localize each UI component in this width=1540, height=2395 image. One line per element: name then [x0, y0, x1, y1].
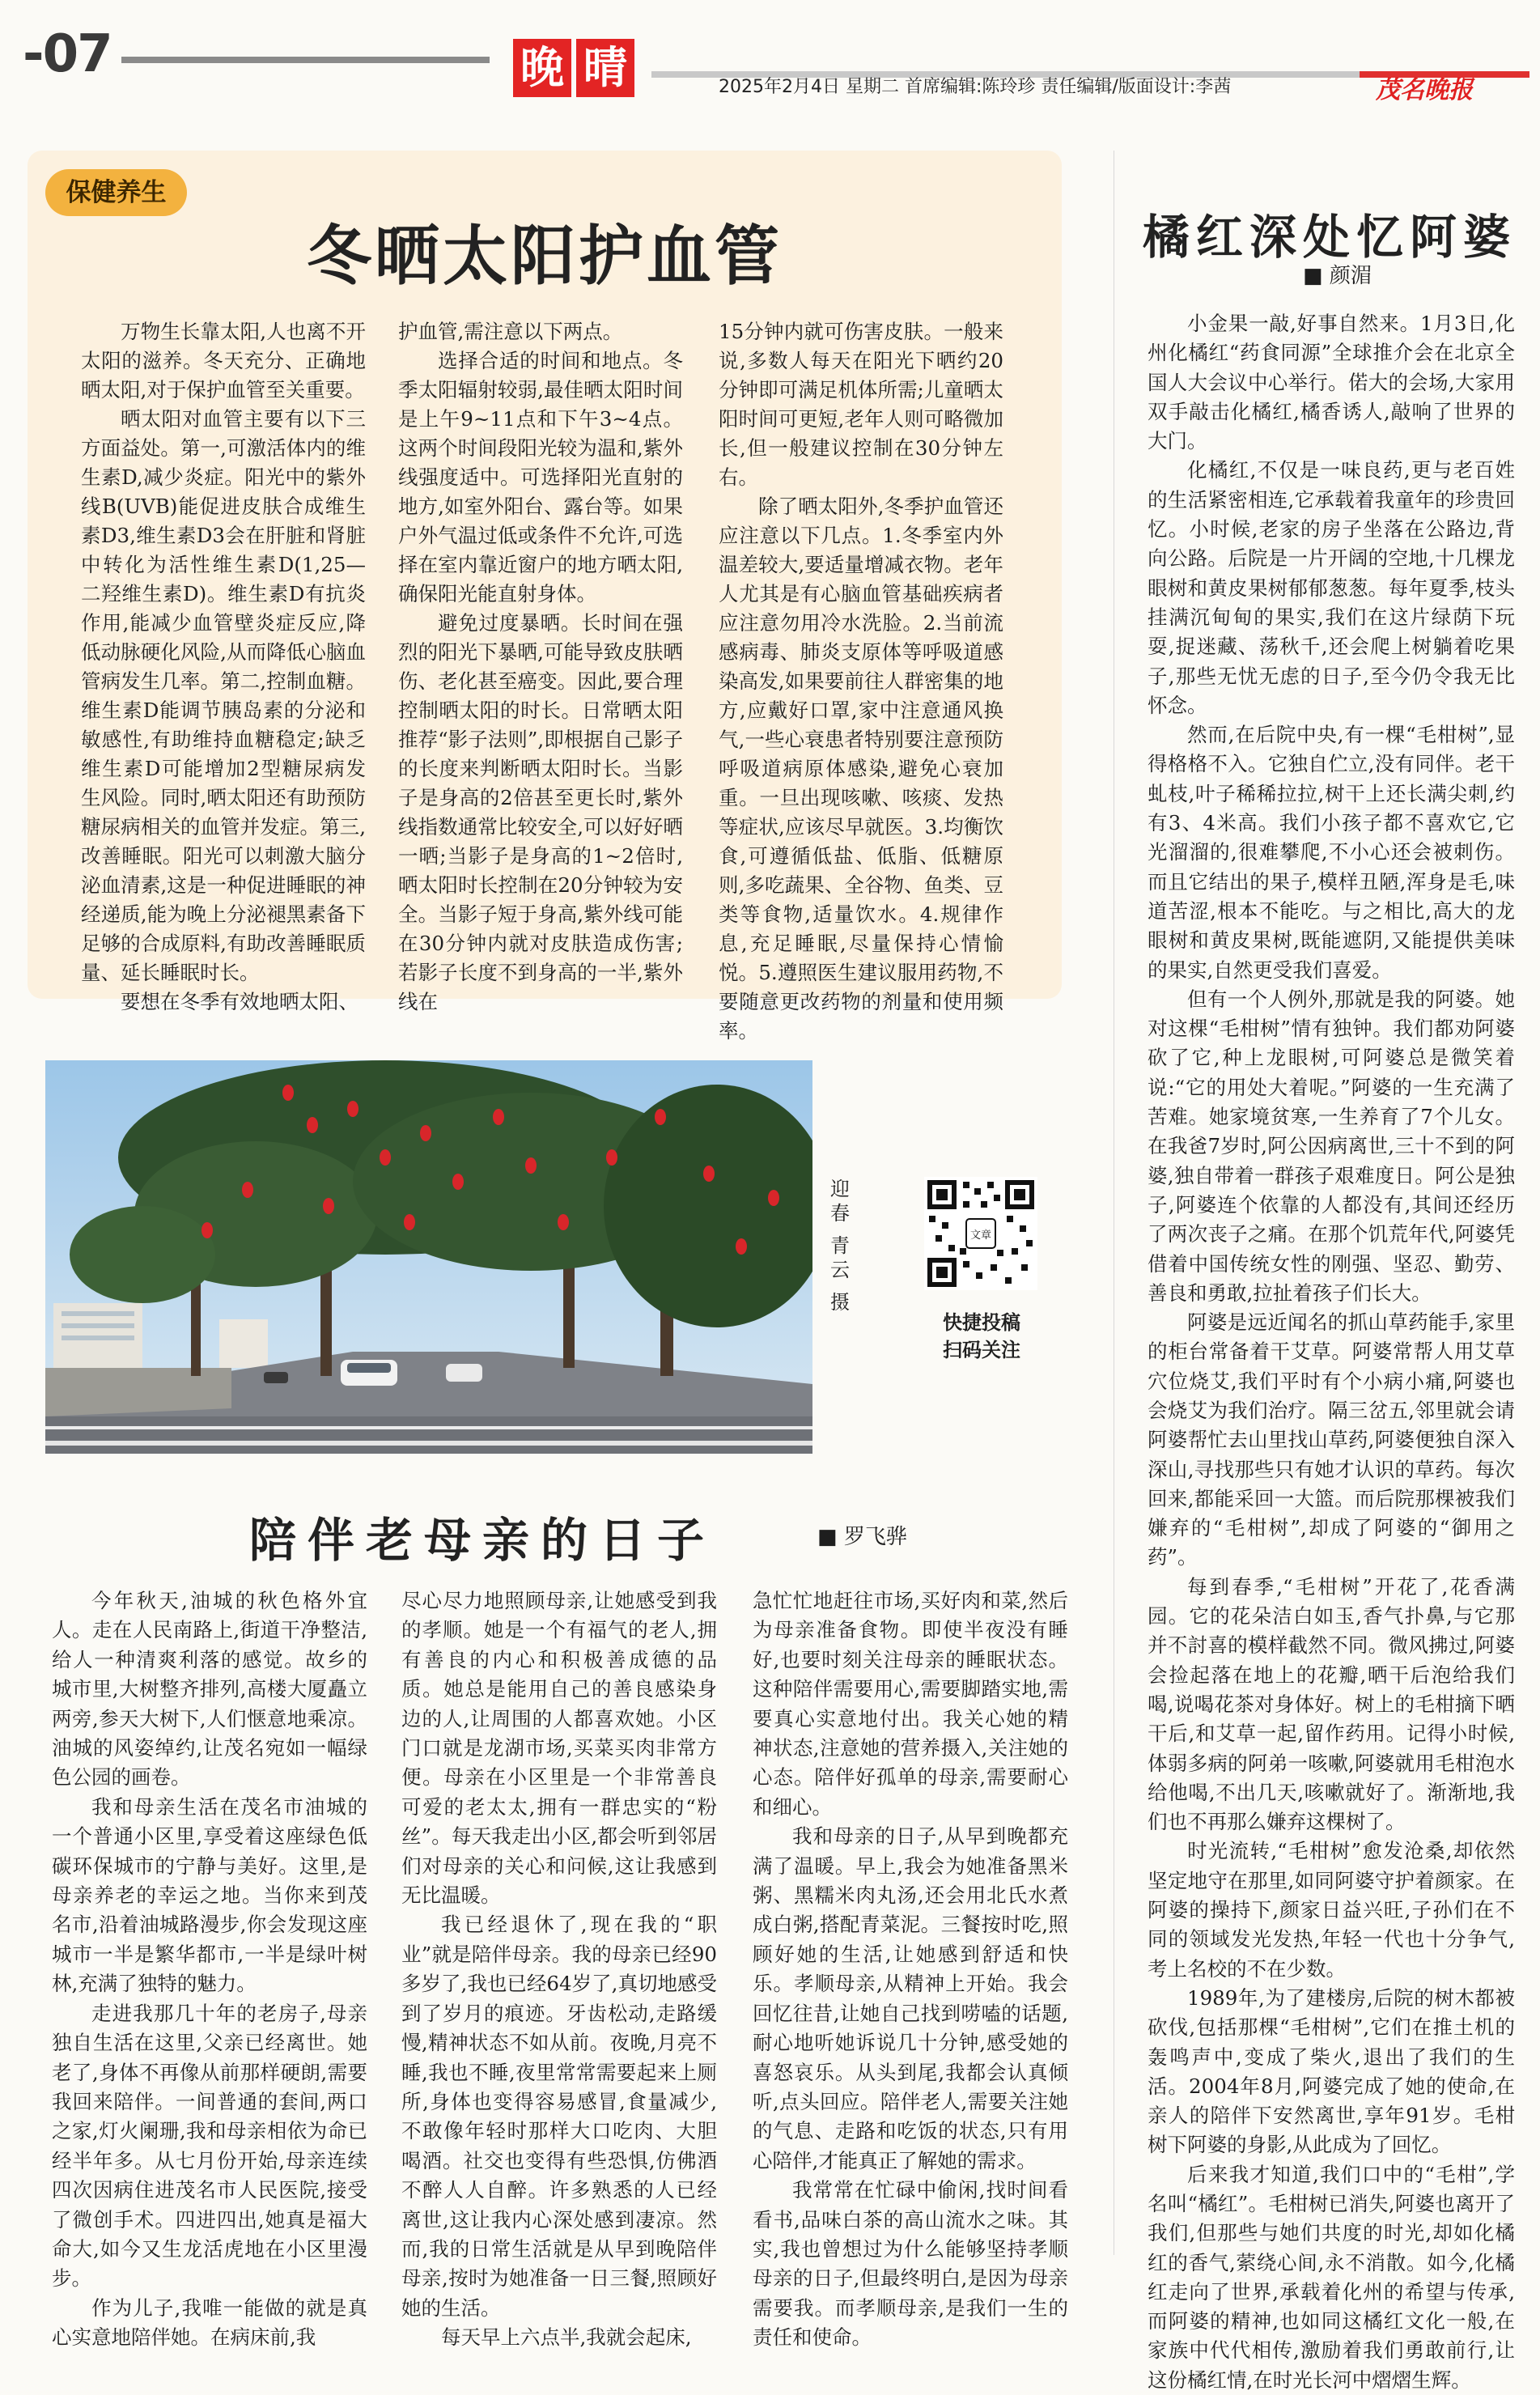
paragraph: 小金果一敲,好事自然来。1月3日,化州化橘红“药食同源”全球推介会在北京全国人大会议中心举行。偌大的会场,大家用双手敲击化橘红,橘香诱人,敲响了世界的大门。 [1148, 312, 1515, 453]
column-tag: 保健养生 [45, 169, 187, 216]
health-column-1 [81, 317, 366, 1017]
paragraph: 时光流转,“毛柑树”愈发沧桑,却依然坚定地守在那里,如同阿婆守护着颜家。在阿婆的操持下,颜家日益兴旺,子孙们在不同的领域发光发热,年轻一代也十分争气,考上名校的不在少数。 [1148, 1839, 1515, 1981]
issue-info: 2025年2月4日 星期二 首席编辑:陈玲珍 责任编辑/版面设计:李茜 [719, 77, 1232, 97]
caption-char: 云 [830, 1259, 850, 1281]
health-column-3 [719, 317, 1003, 1046]
section-name-char-2: 晴 [576, 39, 634, 97]
paragraph: 急忙忙地赶往市场,买好肉和菜,然后为母亲准备食物。即使半夜没有睡好,也要时刻关注母亲的睡眠状态。这种陪伴需要用心,需要脚踏实地,需要真心实意地付出。我关心她的精神状态,注意她的营养摄入,关注她的心态。陪伴好孤单的母亲,需要耐心和细心。 [753, 1589, 1068, 1819]
paragraph: 每到春季,“毛柑树”开花了,花香满园。它的花朵洁白如玉,香气扑鼻,与它那并不討喜的模样截然不同。微风拂过,阿婆会捡起落在地上的花瓣,晒干后泡给我们喝,说喝花茶对身体好。树上的毛柑摘下晒干后,和艾草一起,留作药用。记得小时候,体弱多病的阿弟一咳嗽,阿婆就用毛柑泡水给他喝,不出几天,咳嗽就好了。渐渐地,我们也不再那么嫌弃这棵树了。 [1148, 1574, 1515, 1834]
caption-char: 青 [830, 1234, 850, 1257]
paragraph: 今年秋天,油城的秋色格外宜人。走在人民南路上,街道干净整洁,给人一种清爽利落的感觉。故乡的城市里,大树整齐排列,高楼大厦矗立两旁,参天大树下,人们惬意地乘凉。油城的风姿绰约,让茂名宛如一幅绿色公园的画卷。 [52, 1589, 367, 1790]
paragraph: 护血管,需注意以下两点。 [398, 320, 623, 343]
paragraph: 1989年,为了建楼房,后院的树木都被砍伐,包括那棵“毛柑树”,它们在推土机的轰鸣声中,变成了柴火,退出了我们的生活。2004年8月,阿婆完成了她的使命,在亲人的陪伴下安然离世,享年91岁。毛柑树下阿婆的身影,从此成为了回忆。 [1148, 1985, 1515, 2157]
bottom-story-title: 陪伴老母亲的日子 [249, 1513, 716, 1568]
paragraph: 要想在冬季有效地晒太阳、 [121, 990, 358, 1013]
bottom-column-1 [52, 1586, 367, 2353]
qr-label-follow: 扫码关注 [943, 1339, 1020, 1361]
caption-spacer [827, 1225, 853, 1234]
header-rule-left [121, 57, 490, 63]
health-column-2 [398, 317, 683, 1017]
caption-char: 迎 [830, 1178, 850, 1200]
street-photo [45, 1060, 812, 1454]
paragraph: 化橘红,不仅是一味良药,更与老百姓的生活紧密相连,它承载着我童年的珍贵回忆。小时候,老家的房子坐落在公路边,背向公路。后院是一片开阔的空地,十几棵龙眼树和黄皮果树郁郁葱葱。每年夏季,枝头挂满沉甸甸的果实,我们在这片绿荫下玩耍,捉迷藏、荡秋千,还会爬上树躺着吃果子,那些无忧无虑的日子,至今仍令我无比怀念。 [1148, 458, 1515, 717]
page-number: -07 [23, 24, 112, 84]
paragraph: 我已经退休了,现在我的“职业”就是陪伴母亲。我的母亲已经90多岁了,我也已经64岁了,真切地感受到了岁月的痕迹。牙齿松动,走路缓慢,精神状态不如从前。夜晚,月亮不睡,我也不睡,夜里常常需要起来上厕所,身体也变得容易感冒,食量减少,不敢像年轻时那样大口吃肉、大胆喝酒。社交也变得有些恐惧,仿佛酒不醉人人自醉。许多熟悉的人已经离世,这让我内心深处感到凄凉。然而,我的日常生活就是从早到晚陪伴母亲,按时为她准备一日三餐,照顾好她的生活。 [401, 1913, 717, 2320]
paragraph: 但有一个人例外,那就是我的阿婆。她对这棵“毛柑树”情有独钟。我们都劝阿婆砍了它,种上龙眼树,可阿婆总是微笑着说:“它的用处大着呢。”阿婆的一生充满了苦难。她家境贫寒,一生养育了7个儿女。在我爸7岁时,阿公因病离世,三十不到的阿婆,独自带着一群孩子艰难度日。阿公是独子,阿婆连个依靠的人都没有,其间还经历了两次丧子之痛。在那个饥荒年代,阿婆凭借着中国传统女性的刚强、坚忍、勤劳、善良和勇敢,拉扯着孩子们长大。 [1148, 987, 1515, 1305]
paragraph: 尽心尽力地照顾母亲,让她感受到我的孝顺。她是一个有福气的老人,拥有善良的内心和积极善成德的品质。她总是能用自己的善良感染身边的人,让周围的人都喜欢她。小区门口就是龙湖市场,买菜买肉非常方便。母亲在小区里是一个非常善良可爱的老太太,拥有一群忠实的“粉丝”。每天我走出小区,都会听到邻居们对母亲的关心和问候,这让我感到无比温暖。 [401, 1589, 717, 1908]
paragraph: 除了晒太阳外,冬季护血管还应注意以下几点。1.冬季室内外温差较大,要适量增减衣物。老年人尤其是有心脑血管基础疾病者应注意勿用冷水洗脸。2.当前流感病毒、肺炎支原体等呼吸道感染高发,如果要前往人群密集的地方,应戴好口罩,家中注意通风换气,一些心衰患者特别要注意预防呼吸道病原体感染,避免心衰加重。一旦出现咳嗽、咳痰、发热等症状,应该尽早就医。3.均衡饮食,可遵循低盐、低脂、低糖原则,多吃蔬果、全谷物、鱼类、豆类等食物,适量饮水。4.规律作息,充足睡眠,尽量保持心情愉悦。5.遵照医生建议服用药物,不要随意更改药物的剂量和使用频率。 [719, 495, 1003, 1043]
bottom-story-author: ■ 罗飞骅 [817, 1525, 907, 1549]
paragraph: 我常常在忙碌中偷闲,找时间看看书,品味白茶的高山流水之味。其实,我也曾想过为什么能够坚持孝顺母亲的日子,但最终明白,是因为母亲需要我。而孝顺母亲,是我们一生的责任和使命。 [753, 2178, 1068, 2350]
caption-char: 摄 [830, 1291, 850, 1314]
paragraph: 万物生长靠太阳,人也离不开太阳的滋养。冬天充分、正确地晒太阳,对于保护血管至关重要。 [81, 320, 366, 401]
paragraph: 我和母亲生活在茂名市油城的一个普通小区里,享受着这座绿色低碳环保城市的宁静与美好。这里,是母亲养老的幸运之地。当你来到茂名市,沿着油城路漫步,你会发现这座城市一半是繁华都市,一半是绿叶树林,充满了独特的魅力。 [52, 1794, 367, 1996]
paragraph: 15分钟内就可伤害皮肤。一般来说,多数人每天在阳光下晒约20分钟即可满足机体所需;儿童晒太阳时间可更短,老年人则可略微加长,但一般建议控制在30分钟左右。 [719, 320, 1003, 489]
right-story-author: ■ 颜湄 [1303, 264, 1372, 288]
qr-code[interactable] [924, 1177, 1037, 1290]
bottom-column-2 [401, 1586, 717, 2353]
qr-label-submit: 快捷投稿 [943, 1311, 1020, 1334]
caption-spacer [827, 1282, 853, 1290]
paragraph: 晒太阳对血管主要有以下三方面益处。第一,可激活体内的维生素D,减少炎症。阳光中的紫外线B(UVB)能促进皮肤合成维生素D3,维生素D3会在肝脏和肾脏中转化为活性维生素D(1,25—二羟维生素D)。维生素D有抗炎作用,能减少血管壁炎症反应,降低动脉硬化风险,从而降低心脑血管病发生几率。第二,控制血糖。维生素D能调节胰岛素的分泌和敏感性,有助维持血糖稳定;缺乏维生素D可能增加2型糖尿病发生风险。同时,晒太阳还有助预防糖尿病相关的血管并发症。第三,改善睡眠。阳光可以刺激大脑分泌血清素,这是一种促进睡眠的神经递质,能为晚上分泌褪黑素备下足够的合成原料,有助改善睡眠质量、延长睡眠时长。 [81, 407, 366, 984]
paragraph: 避免过度暴晒。长时间在强烈的阳光下暴晒,可能导致皮肤晒伤、老化甚至癌变。因此,要合理控制晒太阳的时长。日常晒太阳推荐“影子法则”,即根据自己影子的长度来判断晒太阳时长。当影子是身高的2倍甚至更长时,紫外线指数通常比较安全,可以好好晒一晒;当影子是身高的1~2倍时,晒太阳时长控制在20分钟较为安全。当影子短于身高,紫外线可能在30分钟内就对皮肤造成伤害;若影子长度不到身高的一半,紫外线在 [398, 611, 683, 1013]
right-story-title: 橘红深处忆阿婆 [1143, 210, 1517, 265]
health-article-title: 冬晒太阳护血管 [307, 219, 783, 294]
paragraph: 阿婆是远近闻名的抓山草药能手,家里的柜台常备着干艾草。阿婆常帮人用艾草穴位烧艾,我们平时有个小病小痛,阿婆也会烧艾为我们治疗。隔三岔五,邻里就会请阿婆帮忙去山里找山草药,阿婆便独自深入深山,寻找那些只有她才认识的草药。每次回来,都能采回一大篮。而后院那棵被我们嫌弃的“毛柑树”,却成了阿婆的“御用之药”。 [1148, 1310, 1515, 1569]
qr-center-label: 文章 [969, 1229, 992, 1242]
paragraph: 然而,在后院中央,有一棵“毛柑树”,显得格格不入。它独自伫立,没有同伴。老干虬枝,叶子稀稀拉拉,树干上还长满尖刺,约有3、4米高。我们小孩子都不喜欢它,它光溜溜的,很难攀爬,不小心还会被刺伤。而且它结出的果子,模样丑陋,浑身是毛,味道苦涩,根本不能吃。与之相比,高大的龙眼树和黄皮果树,既能遮阴,又能提供美味的果实,自然更受我们喜爱。 [1148, 723, 1515, 982]
paragraph: 我和母亲的日子,从早到晚都充满了温暖。早上,我会为她准备黑米粥、黑糯米肉丸汤,还会用北氏水煮成白粥,搭配青菜泥。三餐按时吃,照顾好她的生活,让她感到舒适和快乐。孝顺母亲,从精神上开始。我会回忆往昔,让她自己找到唠嗑的话题,耐心地听她诉说几十分钟,感受她的喜怒哀乐。从头到尾,我都会认真倾听,点头回应。陪伴老人,需要关注她的气息、走路和吃饭的状态,只有用心陪伴,才能真正了解她的需求。 [753, 1824, 1068, 2172]
newspaper-logo: 茂名晚报 [1376, 76, 1473, 104]
paragraph: 选择合适的时间和地点。冬季太阳辐射较弱,最佳晒太阳时间是上午9~11点和下午3~4点。这两个时间段阳光较为温和,紫外线强度适中。可选择阳光直射的地方,如室外阳台、露台等。如果户外气温过低或条件不允许,可选择在室内靠近窗户的地方晒太阳,确保阳光能直射身体。 [398, 349, 683, 605]
caption-char: 春 [830, 1202, 850, 1225]
paragraph: 每天早上六点半,我就会起床, [441, 2325, 692, 2350]
paragraph: 走进我那几十年的老房子,母亲独自生活在这里,父亲已经离世。她老了,身体不再像从前那样硬朗,需要我回来陪伴。一间普通的套间,两口之家,灯火阑珊,我和母亲相依为命已经半年多。从七月份开始,母亲连续四次因病住进茂名市人民医院,接受了微创手术。四进四出,她真是福大命大,如今又生龙活虎地在小区里漫步。 [52, 2001, 367, 2291]
paragraph: 后来我才知道,我们口中的“毛柑”,学名叫“橘红”。毛柑树已消失,阿婆也离开了我们,但那些与她们共度的时光,却如化橘红的香气,萦绕心间,永不消散。如今,化橘红走向了世界,承载着化州的希望与传承,而阿婆的精神,也如同这橘红文化一般,在家族中代代相传,激励着我们勇敢前行,让这份橘红情,在时光长河中熠熠生辉。 [1148, 2162, 1515, 2392]
paragraph: 作为儿子,我唯一能做的就是真心实意地陪伴她。在病床前,我 [52, 2295, 367, 2350]
right-story-body [1148, 309, 1515, 2395]
section-name-char-1: 晚 [513, 39, 571, 97]
bottom-column-3 [753, 1586, 1068, 2353]
photo-caption [827, 1177, 853, 1314]
